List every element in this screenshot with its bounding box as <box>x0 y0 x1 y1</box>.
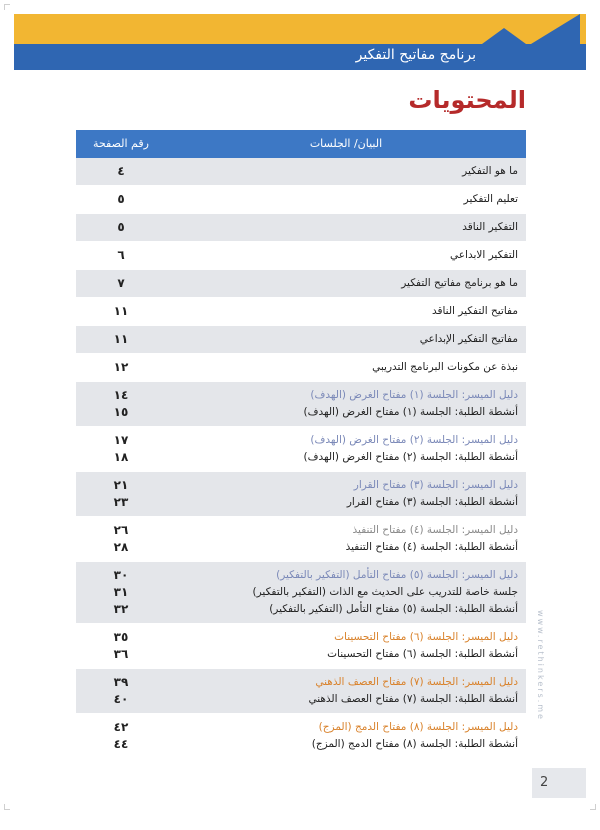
row-title: مفاتيح التفكير الإبداعي <box>419 333 518 345</box>
table-row-group <box>76 427 526 472</box>
row-title: ما هو التفكير <box>462 165 518 177</box>
table-row-group <box>76 472 526 517</box>
table-row <box>76 270 526 298</box>
row-page: ٣٠ <box>113 568 129 582</box>
crop-mark <box>4 4 10 10</box>
table-row-group <box>76 562 526 624</box>
table-row <box>76 326 526 354</box>
row-page: ٤٠ <box>113 692 129 706</box>
row-page: ١١ <box>113 304 129 318</box>
table-row <box>76 354 526 382</box>
row-title: دليل الميسر: الجلسة (٦) مفتاح التحسينات <box>334 631 518 643</box>
table-row <box>76 158 526 186</box>
row-title: أنشطة الطلبة: الجلسة (٤) مفتاح التنفيذ <box>345 541 518 553</box>
row-page: ٣٦ <box>113 647 129 661</box>
row-title: دليل الميسر: الجلسة (٤) مفتاح التنفيذ <box>352 524 518 536</box>
column-header-title: البيان/ الجلسات <box>309 137 383 150</box>
row-title: أنشطة الطلبة: الجلسة (٨) مفتاح الدمج (المزج) <box>311 738 518 750</box>
row-page: ٧ <box>117 276 125 290</box>
table-row-group <box>76 624 526 669</box>
row-page: ٣١ <box>113 585 129 599</box>
row-page: ٢٦ <box>113 523 129 537</box>
crop-mark <box>4 804 10 810</box>
header-notch <box>482 28 526 44</box>
row-title: نبذة عن مكونات البرنامج التدريبي <box>372 361 518 373</box>
table-row <box>76 242 526 270</box>
row-title: جلسة خاصة للتدريب على الحديث مع الذات (التفكير بالتفكير) <box>252 586 518 598</box>
row-title: التفكير الناقد <box>462 221 518 233</box>
table-row <box>76 298 526 326</box>
row-title: دليل الميسر: الجلسة (٧) مفتاح العصف الذهني <box>315 676 518 688</box>
row-title: أنشطة الطلبة: الجلسة (٦) مفتاح التحسينات <box>327 648 518 660</box>
row-title: دليل الميسر: الجلسة (١) مفتاح الغرض (الهدف) <box>310 389 518 401</box>
row-title: دليل الميسر: الجلسة (٨) مفتاح الدمج (المزج) <box>318 721 518 733</box>
row-page: ٥ <box>117 192 125 206</box>
row-page: ٣٥ <box>113 630 129 644</box>
page-number: 2 <box>532 768 586 798</box>
row-page: ٢١ <box>113 478 129 492</box>
row-title: أنشطة الطلبة: الجلسة (٢) مفتاح الغرض (الهدف) <box>303 451 518 463</box>
row-page: ٥ <box>117 220 125 234</box>
crop-mark <box>590 804 596 810</box>
column-header-page: رقم الصفحة <box>93 137 149 150</box>
row-page: ١٢ <box>113 360 129 374</box>
table-row-group <box>76 517 526 562</box>
row-title: دليل الميسر: الجلسة (٥) مفتاح التأمل (التفكير بالتفكير) <box>276 569 518 581</box>
row-title: أنشطة الطلبة: الجلسة (٧) مفتاح العصف الذهني <box>308 693 518 705</box>
row-title: دليل الميسر: الجلسة (٢) مفتاح الغرض (الهدف) <box>310 434 518 446</box>
row-page: ١٤ <box>113 388 129 402</box>
header-title: برنامج مفاتيح التفكير <box>355 47 476 63</box>
table-row <box>76 214 526 242</box>
row-page: ٣٢ <box>113 602 129 616</box>
row-page: ٢٣ <box>113 495 129 509</box>
row-title: تعليم التفكير <box>463 193 518 205</box>
header-band <box>14 14 586 70</box>
header-blue-strip <box>14 44 586 70</box>
row-page: ٢٨ <box>113 540 129 554</box>
table-header <box>76 130 526 158</box>
row-page: ١٨ <box>113 450 129 464</box>
row-title: أنشطة الطلبة: الجلسة (٣) مفتاح القرار <box>346 496 518 508</box>
row-page: ١٥ <box>113 405 129 419</box>
row-title: أنشطة الطلبة: الجلسة (١) مفتاح الغرض (الهدف) <box>303 406 518 418</box>
row-title: دليل الميسر: الجلسة (٣) مفتاح القرار <box>353 479 518 491</box>
table-row-group <box>76 382 526 427</box>
row-page: ٤٢ <box>113 720 129 734</box>
row-page: ٤٤ <box>113 737 129 751</box>
row-title: ما هو برنامج مفاتيح التفكير <box>401 277 518 289</box>
row-title: مفاتيح التفكير الناقد <box>431 305 518 317</box>
website-url: www.rethinkers.me <box>536 610 545 721</box>
row-title: أنشطة الطلبة: الجلسة (٥) مفتاح التأمل (التفكير بالتفكير) <box>269 603 518 615</box>
row-title: التفكير الابداعي <box>450 249 518 261</box>
row-page: ١١ <box>113 332 129 346</box>
table-row <box>76 186 526 214</box>
table-row-group <box>76 714 526 759</box>
row-page: ٦ <box>117 248 125 262</box>
row-page: ٤ <box>117 164 125 178</box>
contents-table <box>76 130 526 759</box>
table-row-group <box>76 669 526 714</box>
row-page: ٣٩ <box>113 675 129 689</box>
page-title: المحتويات <box>408 86 526 114</box>
row-page: ١٧ <box>113 433 129 447</box>
